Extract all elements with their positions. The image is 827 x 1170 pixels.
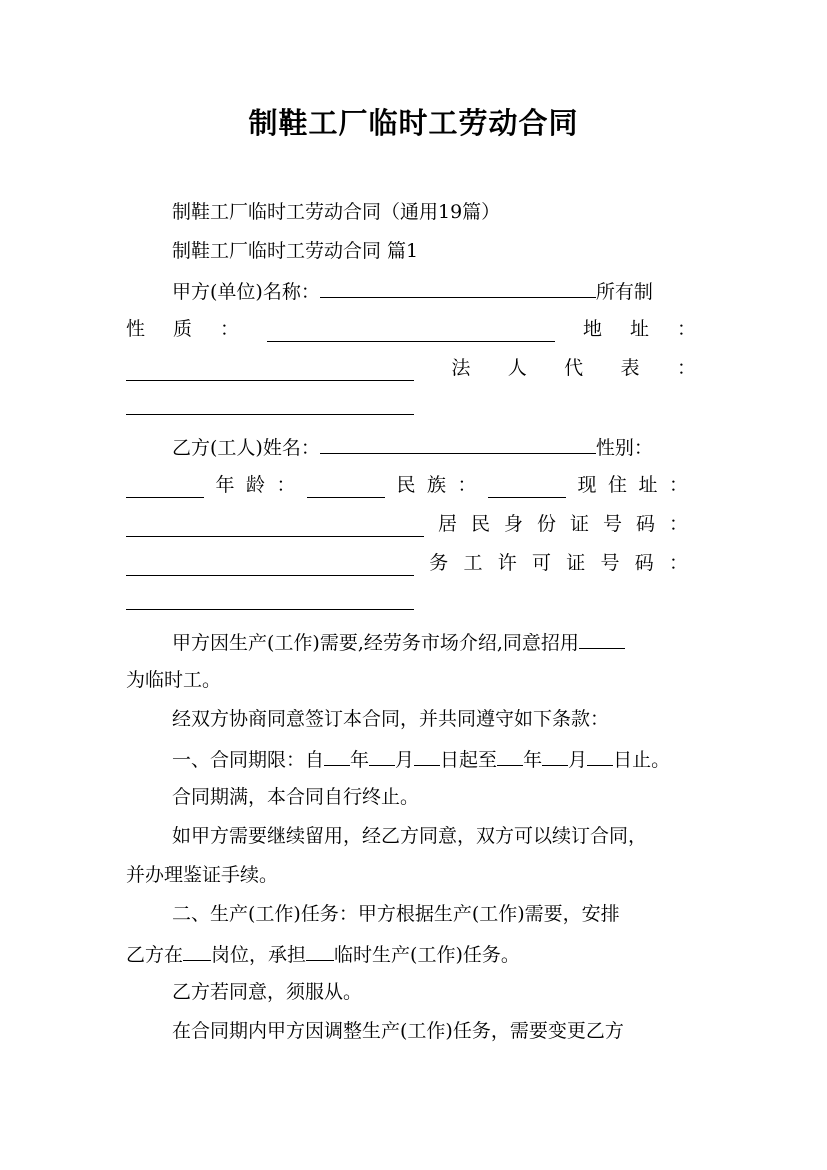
ownership-label: 所有制	[595, 281, 653, 303]
party-b-age-line	[126, 472, 688, 498]
task-text: 乙方在	[126, 944, 184, 966]
gender-blank	[126, 477, 204, 498]
task-text: 临时生产(工作)任务。	[334, 944, 520, 966]
term-text: 年	[523, 749, 543, 771]
party-a-name-line	[172, 277, 653, 305]
chapter-heading: 制鞋工厂临时工劳动合同 篇1	[172, 240, 419, 262]
paragraph-text: 甲方因生产(工作)需要,经劳务市场介绍,同意招用	[172, 632, 579, 654]
term-text: 月	[568, 749, 588, 771]
permit-char: 务	[429, 552, 449, 574]
address-char: ：	[676, 318, 696, 340]
permit-char: 可	[531, 552, 551, 574]
permit-char: 工	[463, 552, 483, 574]
id-char: 份	[536, 513, 556, 535]
party-a-name-label: 甲方(单位)名称：	[172, 281, 320, 303]
legal-rep-char: 人	[507, 357, 527, 379]
address-char: 址	[629, 318, 649, 340]
party-b-name-blank	[320, 433, 596, 454]
nature-blank	[267, 321, 555, 342]
term-blank	[542, 745, 568, 766]
post-blank	[183, 940, 211, 961]
paragraph-agreement: 经双方协商同意签订本合同，并共同遵守如下条款：	[172, 708, 610, 730]
party-b-name-line	[172, 433, 653, 461]
gender-label: 性别：	[595, 437, 653, 459]
legal-rep-blank	[126, 394, 414, 415]
task-text: 岗位，承担	[211, 944, 307, 966]
legal-rep-char: 代	[564, 357, 584, 379]
residence-blank	[126, 516, 424, 537]
paragraph-hire-line2: 为临时工。	[126, 669, 222, 691]
term-text: 日止。	[613, 749, 671, 771]
residence-char: 住	[607, 474, 627, 496]
nature-char: 性	[126, 318, 146, 340]
id-blank	[126, 555, 414, 576]
paragraph-term	[172, 745, 670, 773]
permit-char: 码	[634, 552, 654, 574]
address-blank	[126, 360, 414, 381]
party-a-name-blank	[320, 277, 596, 298]
id-char: 码	[635, 513, 655, 535]
ethnicity-blank	[488, 477, 566, 498]
ethnicity-char: 族	[426, 474, 446, 496]
task-blank	[306, 940, 334, 961]
permit-blank-line	[126, 589, 414, 617]
term-text: 一、合同期限：自	[172, 749, 325, 771]
id-char: 身	[503, 513, 523, 535]
document-subtitle: 制鞋工厂临时工劳动合同（通用19篇）	[172, 201, 501, 223]
paragraph-hire-line1	[172, 628, 625, 656]
legal-rep-blank-line	[126, 394, 414, 422]
ethnicity-char: 民	[396, 474, 416, 496]
term-text: 年	[350, 749, 370, 771]
age-char: 年	[215, 474, 235, 496]
age-char: ：	[276, 474, 296, 496]
term-blank	[324, 745, 350, 766]
term-text: 月	[395, 749, 415, 771]
paragraph-obey: 乙方若同意，须服从。	[172, 981, 363, 1003]
party-a-legal-rep-line	[126, 355, 696, 381]
party-b-permit-line	[126, 550, 688, 576]
id-char: 民	[470, 513, 490, 535]
party-b-name-label: 乙方(工人)姓名：	[172, 437, 320, 459]
legal-rep-char: 表	[620, 357, 640, 379]
nature-char: 质	[173, 318, 193, 340]
nature-char: ：	[220, 318, 240, 340]
age-char: 龄	[245, 474, 265, 496]
term-blank	[497, 745, 523, 766]
term-blank	[369, 745, 395, 766]
hire-blank	[579, 628, 625, 649]
legal-rep-char: 法	[451, 357, 471, 379]
age-blank	[307, 477, 385, 498]
paragraph-expiry: 合同期满，本合同自行终止。	[172, 786, 420, 808]
paragraph-adjust: 在合同期内甲方因调整生产(工作)任务，需要变更乙方	[172, 1020, 624, 1042]
permit-char: 证	[566, 552, 586, 574]
permit-char: ：	[668, 552, 688, 574]
party-b-id-line	[126, 511, 688, 537]
term-blank	[414, 745, 440, 766]
address-char: 地	[582, 318, 602, 340]
party-a-nature-address-line	[126, 316, 696, 342]
permit-char: 号	[600, 552, 620, 574]
residence-char: ：	[668, 474, 688, 496]
paragraph-renewal-line2: 并办理鉴证手续。	[126, 864, 279, 886]
id-char: 居	[437, 513, 457, 535]
id-char: 证	[569, 513, 589, 535]
document-title: 制鞋工厂临时工劳动合同	[248, 106, 579, 140]
legal-rep-char: ：	[676, 357, 696, 379]
term-blank	[587, 745, 613, 766]
residence-char: 现	[577, 474, 597, 496]
permit-blank	[126, 589, 414, 610]
term-text: 日起至	[440, 749, 498, 771]
permit-char: 许	[497, 552, 517, 574]
ethnicity-char: ：	[457, 474, 477, 496]
paragraph-task-line2	[126, 940, 520, 968]
residence-char: 址	[638, 474, 658, 496]
paragraph-renewal-line1: 如甲方需要继续留用，经乙方同意，双方可以续订合同，	[172, 825, 648, 847]
id-char: ：	[668, 513, 688, 535]
id-char: 号	[602, 513, 622, 535]
paragraph-task-line1: 二、生产(工作)任务：甲方根据生产(工作)需要，安排	[172, 903, 620, 925]
